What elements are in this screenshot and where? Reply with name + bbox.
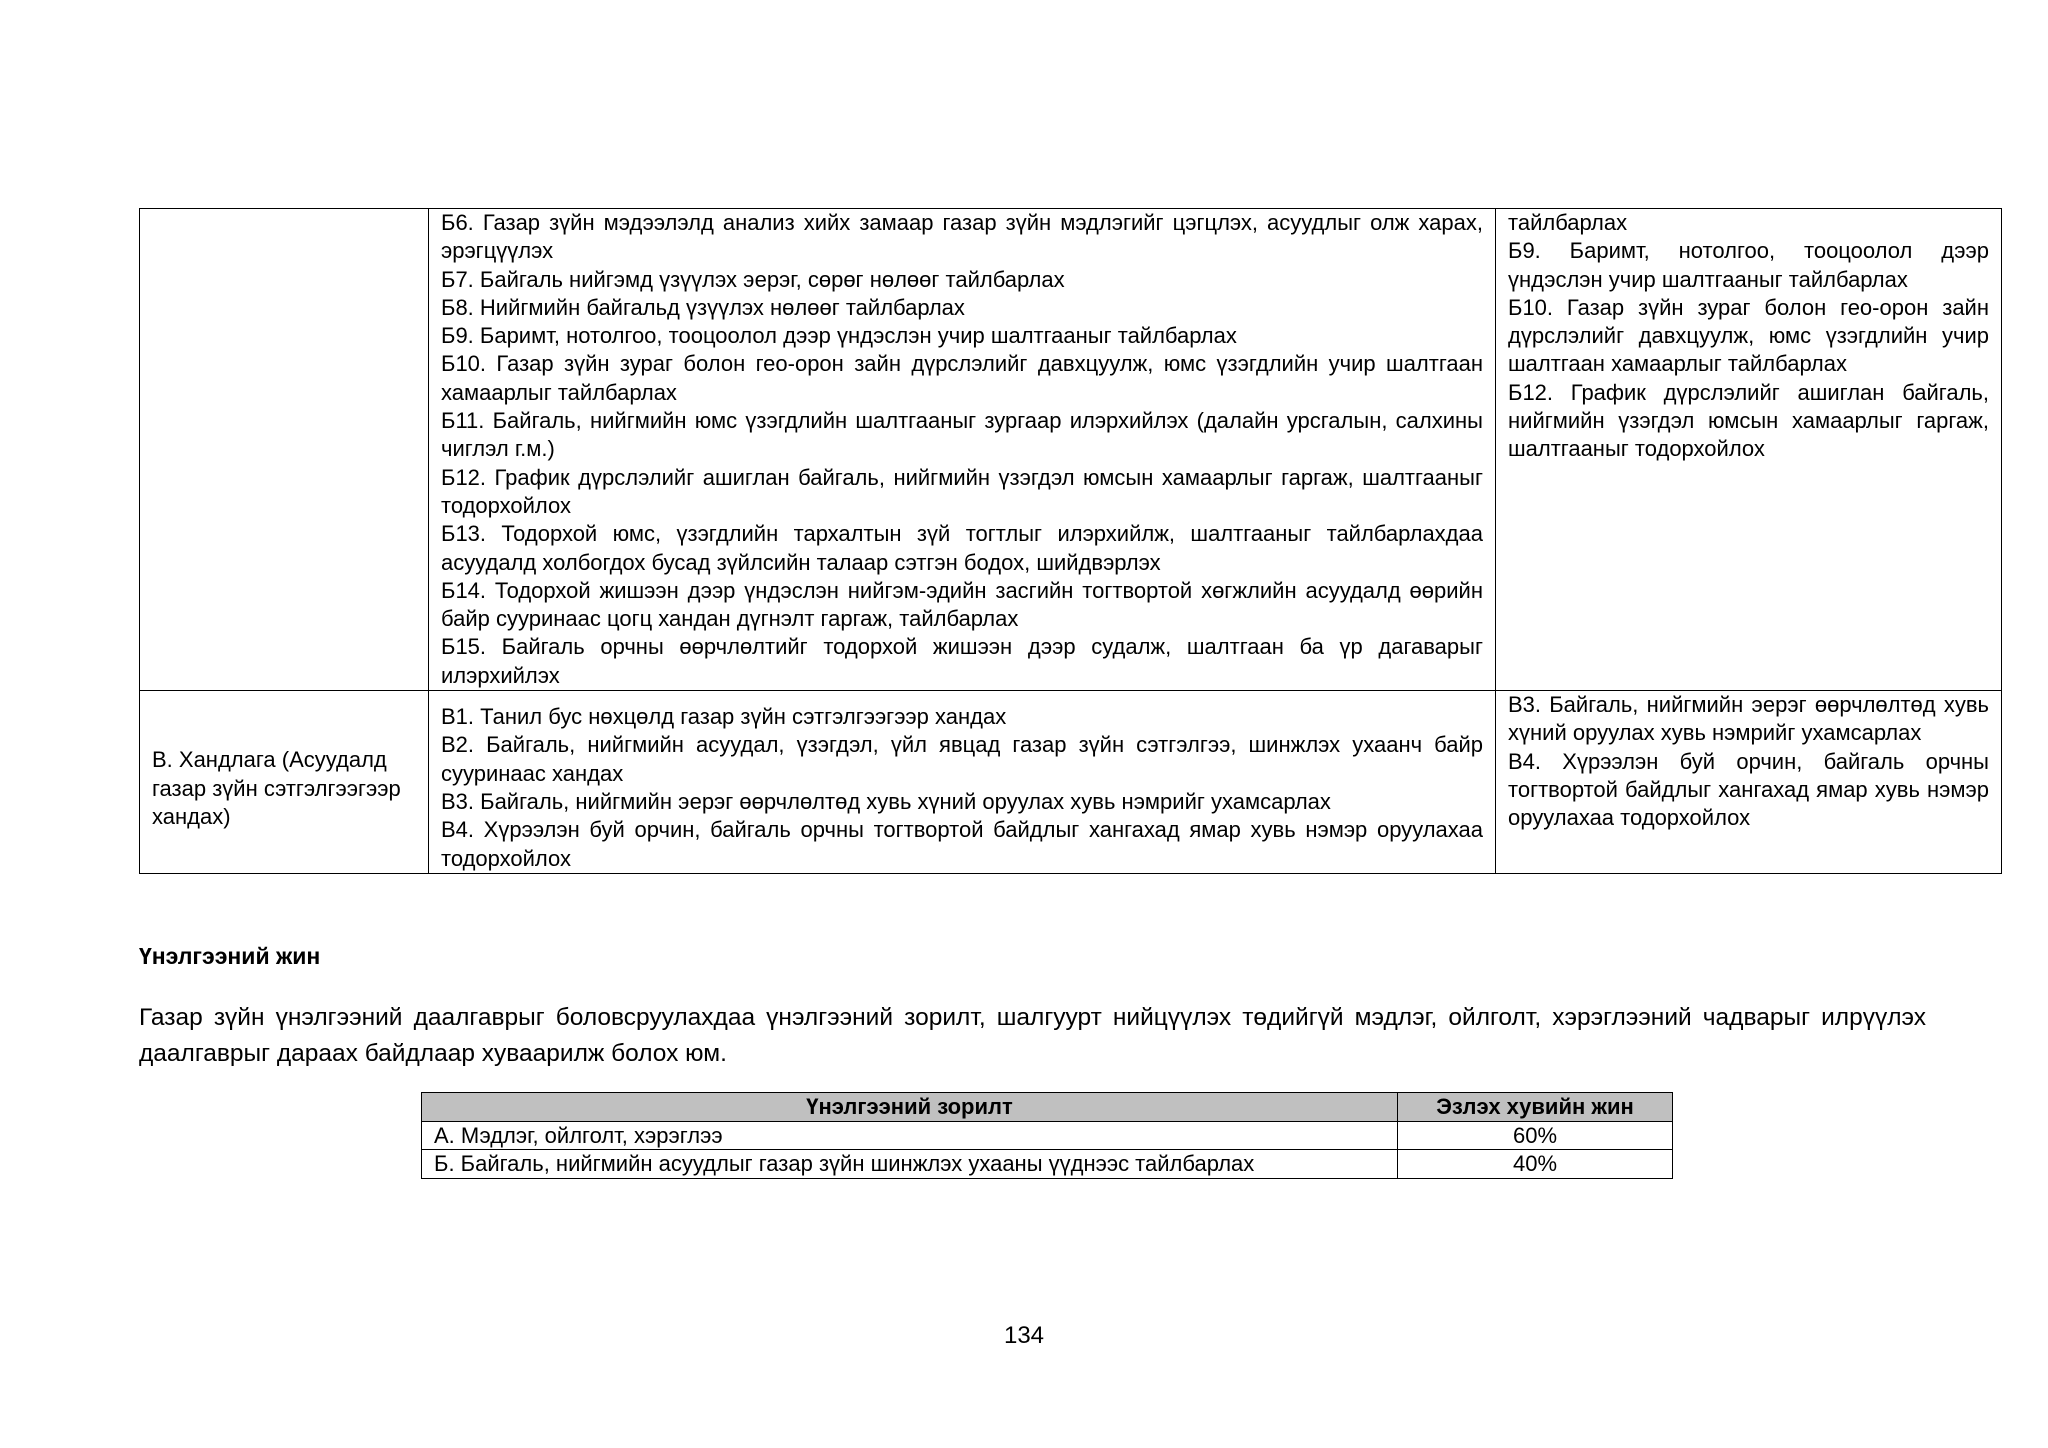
assessed-cell xyxy=(1496,209,2002,691)
objectives-cell xyxy=(429,691,1496,874)
assessed-v3: В3. Байгаль, нийгмийн эерэг өөрчлөлтөд хувь хүний оруулах хувь нэмрийг ухамсарлах xyxy=(1508,692,1989,746)
table-row xyxy=(140,691,2002,874)
assessed-continuation: тайлбарлах xyxy=(1508,210,1628,235)
competence-cell: В. Хандлага (Асуудалд газар зүйн сэтгэлгээгээр хандах) xyxy=(140,691,429,874)
weight-cell: 60% xyxy=(1398,1121,1673,1150)
objective-b6: Б6. Газар зүйн мэдээлэлд анализ хийх замаар газар зүйн мэдлэгийг цэгцлэх, асуудлыг олж харах, эрэгцүүлэх xyxy=(441,210,1483,264)
table-header-row xyxy=(422,1093,1673,1122)
objective-v4: В4. Хүрээлэн буй орчин, байгаль орчны тогтвортой байдлыг хангахад ямар хувь нэмэр оруулахаа тодорхойлох xyxy=(441,817,1483,871)
objective-b13: Б13. Тодорхой юмс, үзэгдлийн тархалтын зүй тогтлыг илэрхийлж, шалтгааныг тайлбарлахдаа асуудалд холбогдох бусад зүйлсийн талаар сэтгэн бодох, шийдвэрлэх xyxy=(441,521,1483,575)
column-header-goal: Үнэлгээний зорилт xyxy=(422,1093,1398,1122)
objective-b11: Б11. Байгаль, нийгмийн юмс үзэгдлийн шалтгааныг зургаар илэрхийлэх (далайн урсгалын, салхины чиглэл г.м.) xyxy=(441,408,1483,462)
section-intro: Газар зүйн үнэлгээний даалгаврыг боловсруулахдаа үнэлгээний зорилт, шалгуурт нийцүүлэх төдийгүй мэдлэг, ойлголт, хэрэглээний чадварыг илрүүлэх даалгаврыг дараах байдлаар хуваарилж болох юм. xyxy=(139,1004,1926,1067)
table-row xyxy=(140,209,2002,691)
page-number: 134 xyxy=(1003,1322,1045,1349)
assessed-cell xyxy=(1496,691,2002,874)
objective-v2: В2. Байгаль, нийгмийн асуудал, үзэгдэл, үйл явцад газар зүйн сэтгэлгээ, шинжлэх ухаанч байр сууринаас хандах xyxy=(441,732,1483,786)
objective-b10: Б10. Газар зүйн зураг болон гео-орон зайн дүрслэлийг давхцуулж, юмс үзэгдлийн учир шалтгаан хамаарлыг тайлбарлах xyxy=(441,351,1483,405)
objectives-cell xyxy=(429,209,1496,691)
objective-v1: В1. Танил бус нөхцөлд газар зүйн сэтгэлгээгээр хандах xyxy=(441,704,1007,730)
objective-b8: Б8. Нийгмийн байгальд үзүүлэх нөлөөг тайлбарлах xyxy=(441,294,965,320)
assessed-b12: Б12. График дүрслэлийг ашиглан байгаль, нийгмийн үзэгдэл юмсын хамаарлыг гаргаж, шалтгааныг тодорхойлох xyxy=(1508,379,1989,462)
objective-b12: Б12. График дүрслэлийг ашиглан байгаль, нийгмийн үзэгдэл юмсын хамаарлыг гаргаж, шалтгааныг тодорхойлох xyxy=(441,464,1483,518)
objective-b7: Б7. Байгаль нийгэмд үзүүлэх эерэг, сөрөг нөлөөг тайлбарлах xyxy=(441,266,1065,292)
weight-cell: 40% xyxy=(1398,1150,1673,1179)
goal-cell: Б. Байгаль, нийгмийн асуудлыг газар зүйн шинжлэх ухааны үүднээс тайлбарлах xyxy=(422,1150,1398,1179)
objective-b15: Б15. Байгаль орчны өөрчлөлтийг тодорхой жишээн дээр судалж, шалтгаан ба үр дагаварыг илэрхийлэх xyxy=(441,634,1483,688)
assessed-b10: Б10. Газар зүйн зураг болон гео-орон зайн дүрслэлийг давхцуулж, юмс үзэгдлийн учир шалтгаан хамаарлыг тайлбарлах xyxy=(1508,294,1989,377)
competence-cell xyxy=(140,209,429,691)
section-heading: Үнэлгээний жин xyxy=(139,943,321,969)
objective-v3: В3. Байгаль, нийгмийн эерэг өөрчлөлтөд хувь хүний оруулах хувь нэмрийг ухамсарлах xyxy=(441,788,1331,814)
table-row xyxy=(422,1150,1673,1179)
objective-b9: Б9. Баримт, нотолгоо, тооцоолол дээр үндэслэн учир шалтгааныг тайлбарлах xyxy=(441,323,1237,349)
column-header-weight: Эзлэх хувийн жин xyxy=(1398,1093,1673,1122)
weights-table xyxy=(421,1092,1673,1179)
goal-cell: А. Мэдлэг, ойлголт, хэрэглээ xyxy=(422,1121,1398,1150)
assessed-v4: В4. Хүрээлэн буй орчин, байгаль орчны тогтвортой байдлыг хангахад ямар хувь нэмэр оруулахаа тодорхойлох xyxy=(1508,748,1989,831)
objective-b14: Б14. Тодорхой жишээн дээр үндэслэн нийгэм-эдийн засгийн тогтвортой хөгжлийн асуудалд өөрийн байр сууринаас цогц хандан дүгнэлт гаргаж, тайлбарлах xyxy=(441,577,1483,632)
table-row xyxy=(422,1121,1673,1150)
objectives-table xyxy=(139,208,2002,874)
assessed-b9: Б9. Баримт, нотолгоо, тооцоолол дээр үндэслэн учир шалтгааныг тайлбарлах xyxy=(1508,238,1989,292)
